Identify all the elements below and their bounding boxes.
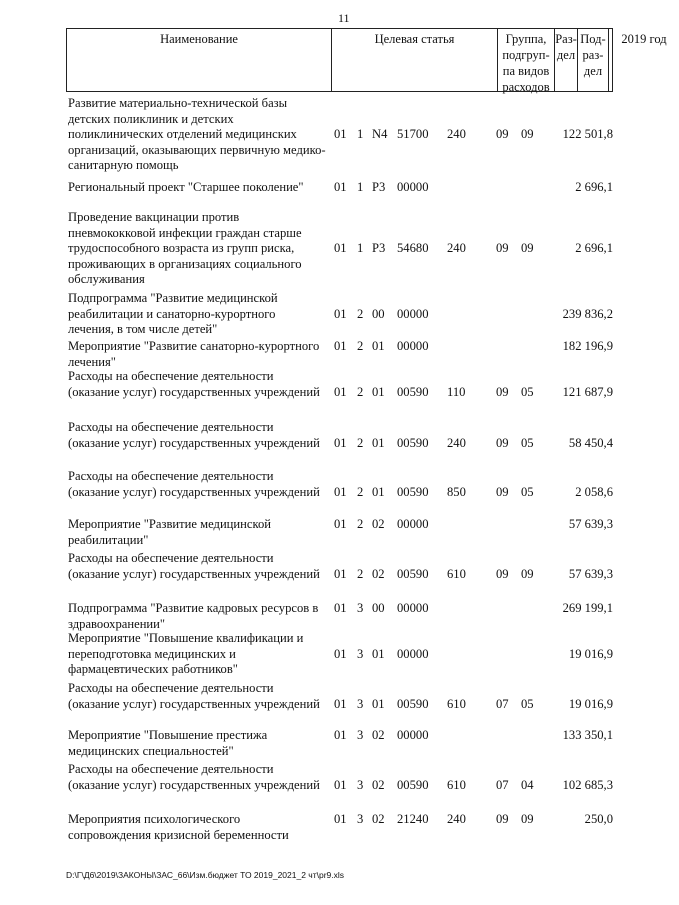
cell-s: 3	[357, 696, 364, 711]
cell-n: 00000	[397, 306, 429, 321]
row-name: Подпрограмма "Развитие кадровых ресурсов в здравоохранении"	[68, 601, 319, 631]
cell-amount: 2 696,1	[575, 241, 613, 256]
cell-pr: 09	[521, 812, 534, 826]
cell-t: 01	[372, 484, 385, 499]
cell-r: 09	[496, 812, 509, 826]
header-razdel: Раз- дел	[555, 29, 578, 91]
cell-s: 2	[357, 484, 364, 499]
cell-amount: 122 501,8	[562, 127, 613, 142]
cell-p: 01	[334, 339, 347, 353]
cell-n: 00000	[397, 601, 429, 615]
cell-p: 01	[334, 384, 347, 399]
cell-pr: 05	[521, 435, 534, 450]
table-row	[66, 210, 626, 288]
cell-n: 54680	[397, 241, 429, 256]
header-target: Целевая статья	[332, 29, 498, 91]
cell-n: 00000	[397, 646, 429, 661]
table-row	[66, 681, 626, 712]
cell-pr: 09	[521, 127, 534, 142]
cell-r: 09	[496, 241, 509, 256]
table-row	[66, 601, 626, 632]
table-row	[66, 469, 626, 500]
page-number: 11	[338, 11, 350, 25]
cell-amount: 57 639,3	[568, 517, 613, 531]
row-name: Мероприятие "Развитие медицинской реабилитации"	[68, 517, 272, 547]
row-name: Мероприятие "Развитие санаторно-курортного лечения"	[68, 339, 320, 369]
cell-n: 21240	[397, 812, 429, 826]
cell-s: 3	[357, 728, 364, 742]
file-path-footer: D:\Г\Д6\2019\ЗАКОНЫ\ЗАС_66\Изм.бюджет ТО 2019_2021_2 чт\pr9.xls	[66, 870, 345, 880]
cell-n: 00000	[397, 517, 429, 531]
cell-t: 02	[372, 728, 385, 742]
cell-amount: 133 350,1	[562, 728, 613, 742]
cell-s: 2	[357, 306, 364, 321]
cell-t: P3	[372, 180, 386, 194]
cell-r: 07	[496, 696, 509, 711]
table-row	[66, 291, 626, 338]
cell-t: P3	[372, 241, 386, 256]
cell-s: 2	[357, 517, 364, 531]
cell-p: 01	[334, 127, 347, 142]
cell-g: 240	[447, 435, 466, 450]
cell-t: 00	[372, 306, 385, 321]
header-group: Группа, подгруп- па видов расходов	[498, 29, 555, 91]
cell-amount: 57 639,3	[568, 566, 613, 581]
cell-t: N4	[372, 127, 388, 142]
cell-n: 00590	[397, 566, 429, 581]
row-name: Развитие материально-технической базы детских поликлиник и детских поликлинических отделений медицинских организаций, оказывающих первичную медико- санитарную помощь	[68, 96, 326, 173]
cell-amount: 182 196,9	[562, 339, 613, 353]
cell-g: 850	[447, 484, 466, 499]
cell-s: 2	[357, 566, 364, 581]
cell-t: 02	[372, 517, 385, 531]
cell-g: 610	[447, 566, 466, 581]
cell-p: 01	[334, 306, 347, 321]
cell-p: 01	[334, 484, 347, 499]
table-row	[66, 551, 626, 582]
table-row	[66, 420, 626, 451]
cell-s: 1	[357, 180, 364, 194]
table-row	[66, 728, 626, 759]
cell-t: 01	[372, 435, 385, 450]
table-row	[66, 762, 626, 793]
row-name: Проведение вакцинации против пневмококковой инфекции граждан старше трудоспособного возраста из групп риска, проживающих в организациях социального обслуживания	[68, 210, 302, 287]
cell-amount: 2 058,6	[575, 484, 613, 499]
cell-g: 240	[447, 127, 466, 142]
cell-n: 00000	[397, 180, 429, 194]
table-row	[66, 631, 626, 678]
cell-amount: 121 687,9	[562, 384, 613, 399]
cell-t: 00	[372, 601, 385, 615]
cell-amount: 269 199,1	[562, 601, 613, 615]
row-name: Расходы на обеспечение деятельности (оказание услуг) государственных учреждений	[68, 551, 320, 581]
cell-t: 02	[372, 812, 385, 826]
cell-amount: 2 696,1	[575, 180, 613, 194]
table-header	[66, 28, 667, 94]
cell-t: 01	[372, 646, 385, 661]
cell-t: 01	[372, 696, 385, 711]
cell-amount: 239 836,2	[562, 306, 613, 321]
cell-pr: 05	[521, 384, 534, 399]
cell-n: 00000	[397, 728, 429, 742]
cell-n: 00000	[397, 339, 429, 353]
cell-g: 240	[447, 241, 466, 256]
cell-p: 01	[334, 601, 347, 615]
row-name: Расходы на обеспечение деятельности (оказание услуг) государственных учреждений	[68, 681, 320, 711]
row-name: Расходы на обеспечение деятельности (оказание услуг) государственных учреждений	[68, 420, 320, 450]
cell-n: 00590	[397, 384, 429, 399]
cell-p: 01	[334, 241, 347, 256]
cell-t: 01	[372, 339, 385, 353]
cell-n: 00590	[397, 777, 429, 792]
cell-s: 1	[357, 241, 364, 256]
cell-amount: 102 685,3	[562, 777, 613, 792]
row-name: Расходы на обеспечение деятельности (оказание услуг) государственных учреждений	[68, 369, 320, 399]
cell-n: 00590	[397, 435, 429, 450]
table-row	[66, 517, 626, 548]
cell-r: 09	[496, 435, 509, 450]
cell-n: 00590	[397, 696, 429, 711]
table-row	[66, 339, 626, 370]
cell-r: 07	[496, 777, 509, 792]
cell-pr: 04	[521, 777, 534, 792]
row-name: Мероприятия психологического сопровождения кризисной беременности	[68, 812, 289, 842]
cell-pr: 09	[521, 566, 534, 581]
table-row	[66, 812, 626, 843]
cell-p: 01	[334, 777, 347, 792]
cell-amount: 58 450,4	[568, 435, 613, 450]
cell-p: 01	[334, 646, 347, 661]
cell-n: 51700	[397, 127, 429, 142]
header-podrazdel: Под- раз- дел	[578, 29, 609, 91]
cell-g: 110	[447, 384, 466, 399]
table-row	[66, 180, 626, 196]
cell-s: 3	[357, 777, 364, 792]
cell-s: 1	[357, 127, 364, 142]
row-name: Расходы на обеспечение деятельности (оказание услуг) государственных учреждений	[68, 469, 320, 499]
cell-t: 01	[372, 384, 385, 399]
cell-p: 01	[334, 180, 347, 194]
cell-r: 09	[496, 566, 509, 581]
header-name: Наименование	[67, 29, 332, 91]
cell-p: 01	[334, 566, 347, 581]
cell-n: 00590	[397, 484, 429, 499]
cell-t: 02	[372, 566, 385, 581]
cell-s: 2	[357, 384, 364, 399]
row-name: Мероприятие "Повышение квалификации и переподготовка медицинских и фармацевтических работников"	[68, 631, 304, 677]
cell-p: 01	[334, 696, 347, 711]
cell-g: 610	[447, 777, 466, 792]
cell-p: 01	[334, 812, 347, 826]
row-name: Региональный проект "Старшее поколение"	[68, 180, 304, 194]
cell-s: 3	[357, 646, 364, 661]
cell-pr: 09	[521, 241, 534, 256]
cell-p: 01	[334, 517, 347, 531]
cell-pr: 05	[521, 696, 534, 711]
cell-r: 09	[496, 384, 509, 399]
row-name: Расходы на обеспечение деятельности (оказание услуг) государственных учреждений	[68, 762, 320, 792]
table-row	[66, 369, 626, 400]
cell-r: 09	[496, 127, 509, 142]
header-year: 2019 год	[621, 32, 667, 46]
cell-amount: 250,0	[584, 812, 613, 826]
cell-p: 01	[334, 435, 347, 450]
cell-s: 2	[357, 339, 364, 353]
cell-s: 3	[357, 812, 364, 826]
cell-s: 3	[357, 601, 364, 615]
cell-g: 610	[447, 696, 466, 711]
cell-g: 240	[447, 812, 466, 826]
cell-s: 2	[357, 435, 364, 450]
row-name: Мероприятие "Повышение престижа медицинских специальностей"	[68, 728, 268, 758]
cell-pr: 05	[521, 484, 534, 499]
cell-amount: 19 016,9	[568, 696, 613, 711]
table-row	[66, 96, 626, 174]
cell-r: 09	[496, 484, 509, 499]
row-name: Подпрограмма "Развитие медицинской реабилитации и санаторно-курортного лечения, в том числе детей"	[68, 291, 278, 337]
cell-p: 01	[334, 728, 347, 742]
cell-amount: 19 016,9	[568, 646, 613, 661]
cell-t: 02	[372, 777, 385, 792]
